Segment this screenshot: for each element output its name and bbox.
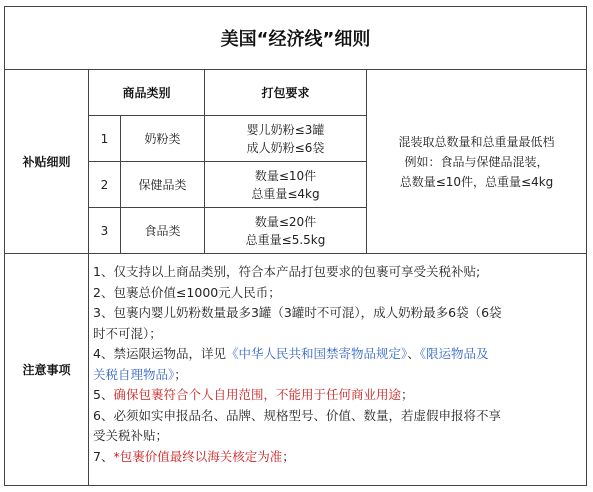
column-header-packing: 打包要求: [261, 85, 310, 100]
note-item: 受关税补贴；: [93, 428, 169, 443]
restricted-items-link[interactable]: 《限运物品及: [419, 346, 489, 361]
note-text: ；: [174, 366, 187, 382]
note-line: 总数量≤10件，总重量≤4kg: [399, 174, 554, 189]
note-text: 5、: [93, 387, 114, 402]
packing-requirement-cell: [205, 116, 366, 161]
packing-requirement-cell: [205, 208, 366, 253]
note-item: 1、仅支持以上商品类别，符合本产品打包要求的包裹可享受关税补贴;: [93, 264, 481, 279]
prohibited-items-link[interactable]: 《中华人民共和国禁寄物品规定》: [225, 346, 408, 361]
notes-list: [93, 262, 563, 467]
column-header-category: 商品类别: [122, 85, 171, 100]
requirement-line: 总重量≤5.5kg: [245, 232, 326, 247]
requirement-line: 成人奶粉≤6袋: [246, 140, 325, 155]
personal-use-warning: 确保包裹符合个人自用范围，不能用于任何商业用途: [113, 387, 401, 402]
note-item: 3、包裹内婴儿奶粉数量最多3罐（3罐时不可混），成人奶粉最多6袋（6袋: [93, 305, 502, 320]
note-item: [93, 344, 563, 365]
row-number: 2: [100, 177, 109, 192]
page-title: 美国“经济线”细则: [220, 29, 371, 50]
requirement-line: 婴儿奶粉≤3罐: [246, 122, 325, 137]
packing-requirement-cell: [205, 162, 366, 207]
note-item: [93, 385, 563, 406]
note-text: ；: [400, 387, 414, 402]
note-item: [93, 447, 563, 468]
divider: [4, 253, 587, 254]
note-line: 例如：食品与保健品混装，: [404, 154, 549, 169]
requirement-line: 总重量≤4kg: [251, 186, 320, 201]
note-item: 2、包裹总价值≤1000元人民币；: [93, 284, 281, 300]
category-cell: 奶粉类: [144, 131, 181, 146]
category-cell: 保健品类: [138, 177, 187, 192]
note-item: [93, 365, 563, 386]
restricted-items-link[interactable]: 关税自理物品》: [93, 366, 175, 382]
note-text: 4、禁运限运物品，详见: [93, 346, 226, 361]
note-item: 时不可混）；: [93, 325, 162, 341]
note-text: 7、: [93, 448, 114, 464]
note-text: 、: [407, 346, 420, 361]
note-line: 混装取总数量和总重量最低档: [398, 134, 555, 149]
requirement-line: 数量≤10件: [254, 168, 317, 183]
row-number: 1: [100, 131, 109, 146]
mixed-packing-note: [367, 70, 586, 253]
note-text: ；: [282, 448, 295, 464]
subsidy-section-label: 补贴细则: [22, 154, 71, 169]
note-item: 6、必须如实申报品名、品牌、规格型号、价值、数量，若虚假申报将不享: [93, 407, 501, 423]
customs-valuation-warning: *包裹价值最终以海关核定为准: [113, 448, 283, 464]
category-cell: 食品类: [144, 223, 181, 238]
requirement-line: 数量≤20件: [254, 214, 317, 229]
row-number: 3: [100, 223, 109, 238]
notes-section-label: 注意事项: [22, 363, 71, 377]
